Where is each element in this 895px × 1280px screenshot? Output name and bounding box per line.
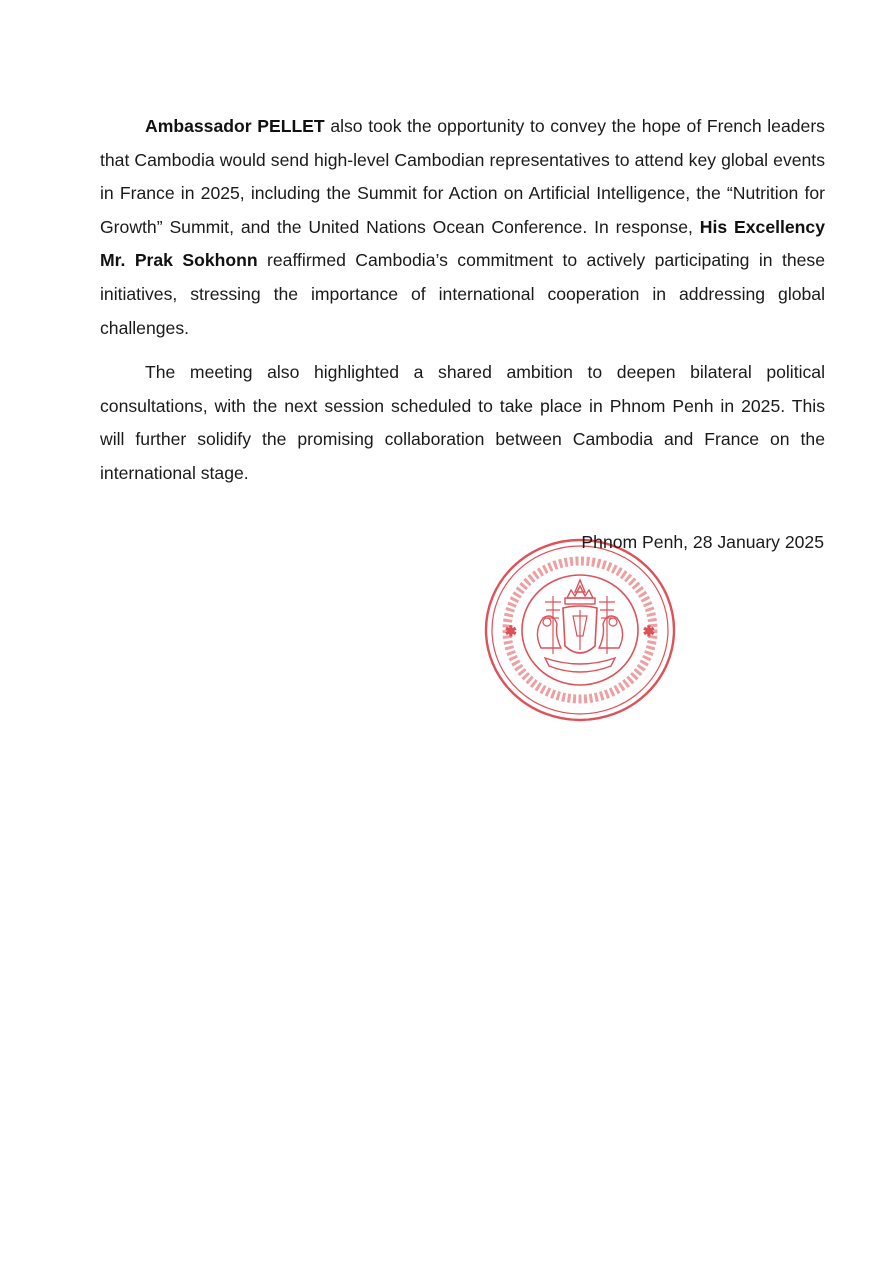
paragraph-1-text-a: also took the opportunity to convey the hope of French leaders that Cambodia would send high-level Cambodian representatives to attend key global events in France in 2025, including the Summit for Action on Artificial Intelligence, the “Nutrition for Growth” Summit, and the United Nations Ocean Conference. In response,: [100, 116, 825, 237]
ambassador-name: Ambassador PELLET: [145, 116, 325, 136]
place-and-date: Phnom Penh, 28 January 2025: [581, 532, 824, 552]
paragraph-2: [100, 356, 825, 490]
paragraph-1: [100, 110, 825, 345]
minister-name: His Excellency Mr. Prak Sokhonn: [100, 216, 825, 271]
paragraph-2-text: The meeting also highlighted a shared ambition to deepen bilateral political consultations, with the next session scheduled to take place in Phnom Penh in 2025. This will further solidify the promising collaboration between Cambodia and France on the international stage.: [100, 362, 825, 483]
official-seal: [483, 536, 677, 724]
svg-text:✱: ✱: [643, 624, 655, 640]
document-body: [100, 110, 825, 491]
paragraph-1-text-b: reaffirmed Cambodia’s commitment to actively participating in these initiatives, stressing the importance of international cooperation in addressing global challenges.: [100, 250, 825, 338]
svg-text:✱: ✱: [505, 624, 517, 640]
